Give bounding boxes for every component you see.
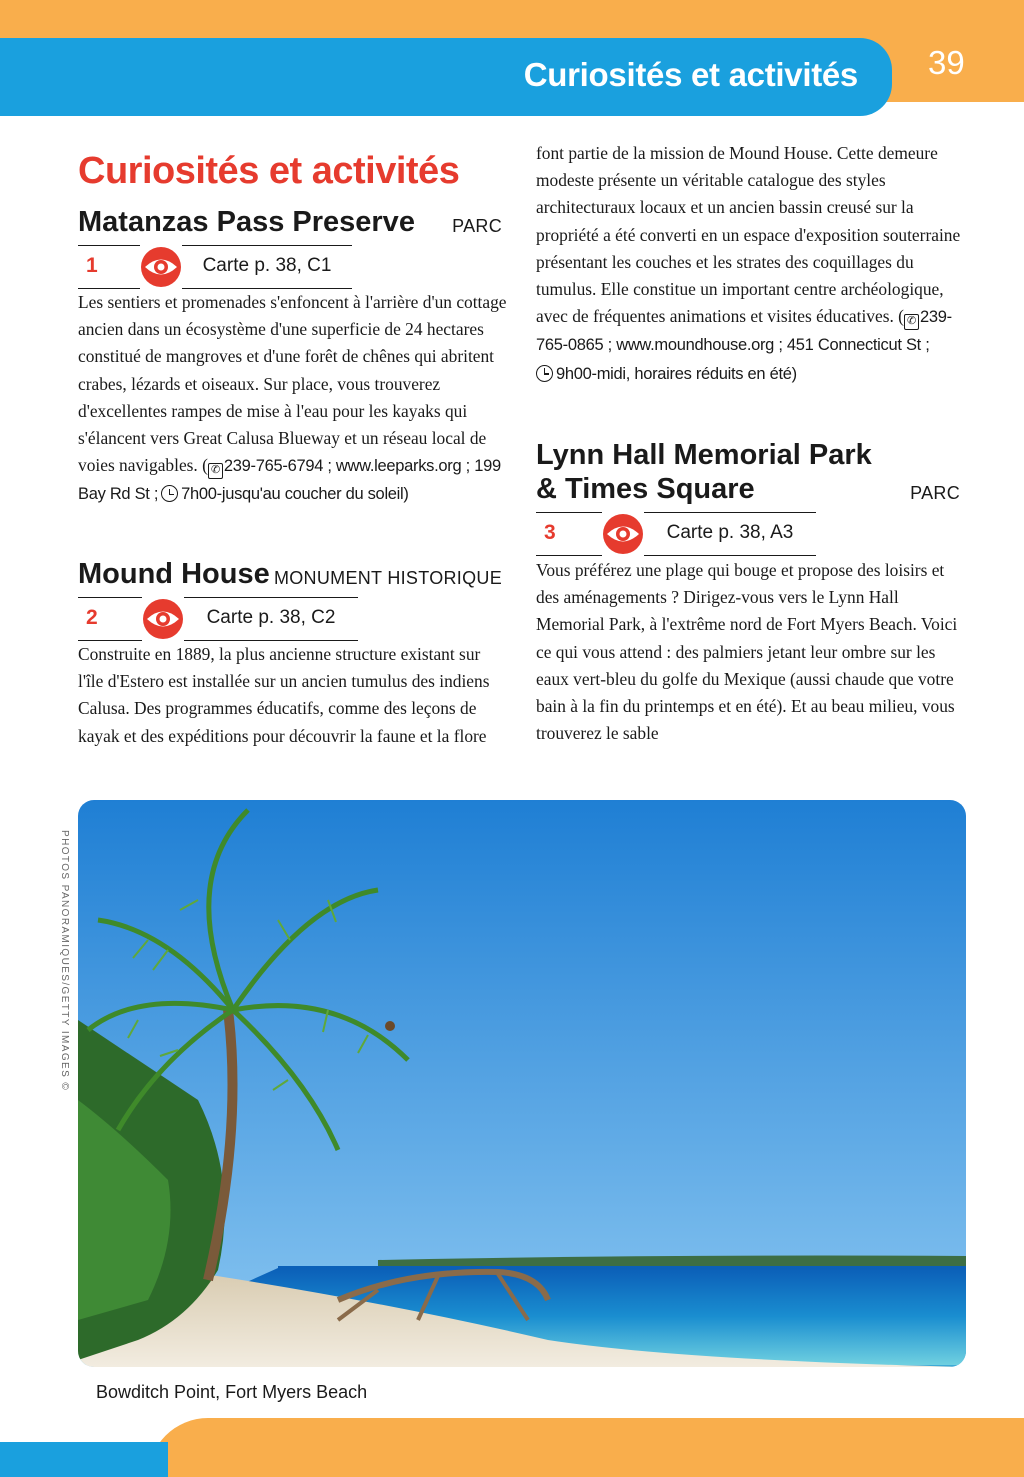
section-title: Curiosités et activités bbox=[78, 150, 460, 192]
entry-ref-row bbox=[536, 512, 816, 556]
eye-icon bbox=[140, 245, 182, 289]
entry-name: Matanzas Pass Preserve bbox=[78, 206, 415, 238]
clock-icon bbox=[536, 365, 553, 382]
entry-header-mound-house bbox=[78, 557, 508, 591]
entry-phone-web: 239-765-6794 ; www.leeparks.org ; bbox=[223, 457, 470, 476]
phone-icon: ✆ bbox=[904, 314, 919, 330]
entry-description bbox=[78, 289, 508, 509]
entry-header-lynn-hall bbox=[536, 438, 966, 506]
entry-number: 2 bbox=[78, 597, 142, 641]
photo-credit: PHOTOS PANORAMIQUES/GETTY IMAGES © bbox=[59, 830, 70, 1092]
footer-orange-band bbox=[148, 1418, 1024, 1477]
entry-body-continued: font partie de la mission de Mound House. Cette demeure modeste présente un véritable catalogue des styles architecturaux locaux et un ancien bassin creusé sur la propriété a été converti en un espace d'exposition souterraine présentant les couches et les strates des coquillages du tumulus. Elle constitue un important centre archéologique, avec de fréquentes animations et visites éducatives. ( bbox=[536, 143, 961, 327]
entry-ref-row bbox=[78, 597, 358, 641]
beach-photo bbox=[78, 800, 966, 1367]
entry-address: 199 Bay Rd St ; bbox=[78, 457, 501, 504]
entry-header-matanzas bbox=[78, 205, 508, 239]
chapter-title: Curiosités et activités bbox=[523, 56, 858, 93]
footer-blue-band bbox=[0, 1442, 168, 1477]
phone-icon: ✆ bbox=[208, 463, 223, 479]
entry-type: PARC bbox=[452, 216, 502, 236]
map-reference: Carte p. 38, A3 bbox=[644, 512, 816, 556]
entry-number: 1 bbox=[78, 245, 140, 289]
entry-body: Les sentiers et promenades s'enfoncent à l'arrière d'un cottage ancien dans un écosystème d'une superficie de 24 hectares constitué de mangroves et d'une forêt de chênes qui abritent crabes, lézards et oiseaux. Sur place, vous trouverez d'excellentes rampes de mise à l'eau pour les kayaks qui s'élancent vers Great Calusa Blueway et un réseau local de voies navigables. ( bbox=[78, 292, 507, 476]
clock-icon bbox=[161, 485, 178, 502]
entry-phone: 239-765-0865 ; bbox=[536, 308, 952, 355]
entry-ref-row bbox=[78, 245, 352, 289]
entry-description: Vous préférez une plage qui bouge et propose des loisirs et des aménagements ? Dirigez-vous vers le Lynn Hall Memorial Park, à l'extrême nord de Fort Myers Beach. Voici ce qui vous attend : des palmiers jetant leur ombre sur les eaux vert-bleu du golfe du Mexique (aussi chaude que votre bain à la fin du printemps et en été). Et au beau milieu, vous trouverez le sable bbox=[536, 560, 958, 744]
eye-icon bbox=[602, 512, 644, 556]
entry-type: MONUMENT HISTORIQUE bbox=[273, 568, 502, 588]
chapter-header-bar bbox=[0, 38, 892, 116]
entry-hours: 9h00-midi, horaires réduits en été) bbox=[556, 364, 797, 383]
entry-description-continued bbox=[536, 140, 966, 388]
entry-type: PARC bbox=[910, 483, 960, 503]
photo-caption: Bowditch Point, Fort Myers Beach bbox=[96, 1382, 368, 1402]
entry-name: Mound House bbox=[78, 558, 270, 590]
entry-name-line1: Lynn Hall Memorial Park bbox=[536, 439, 872, 471]
entry-hours: 7h00-jusqu'au coucher du soleil) bbox=[181, 485, 409, 504]
entry-number: 3 bbox=[536, 512, 602, 556]
entry-name-line2: & Times Square bbox=[536, 473, 755, 505]
map-reference: Carte p. 38, C1 bbox=[182, 245, 352, 289]
entry-web-address: www.moundhouse.org ; 451 Connecticut St ; bbox=[616, 336, 930, 355]
map-reference: Carte p. 38, C2 bbox=[184, 597, 358, 641]
page-number: 39 bbox=[928, 44, 965, 81]
eye-icon bbox=[142, 597, 184, 641]
entry-description: Construite en 1889, la plus ancienne structure existant sur l'île d'Estero est installée sur un ancien tumulus des indiens Calusa. Des programmes éducatifs, comme des leçons de kayak et des expéditions pour découvrir la faune et la flore bbox=[78, 644, 490, 746]
